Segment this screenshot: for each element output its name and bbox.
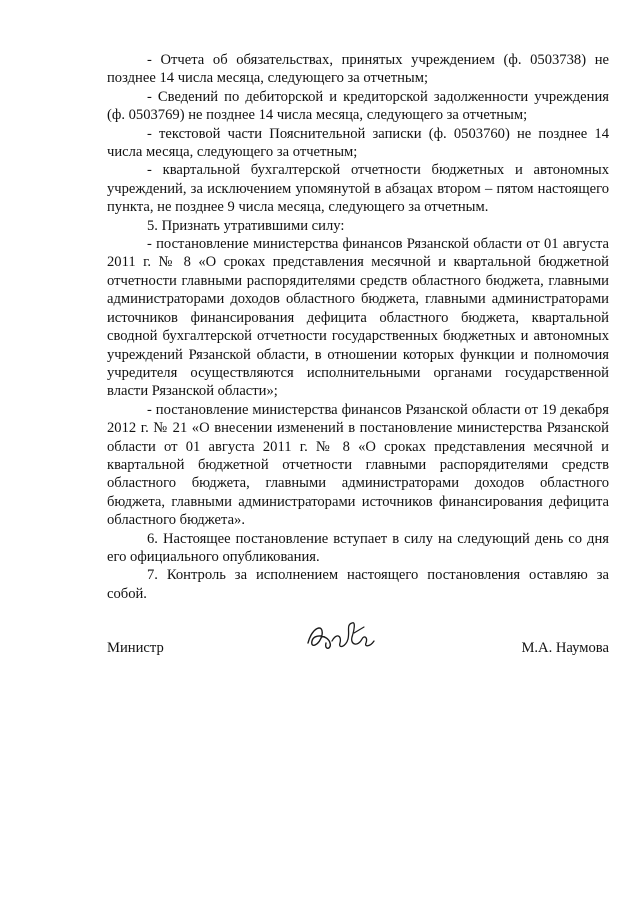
paragraph-explanatory-note: - текстовой части Пояснительной записки (ф. 0503760) не позднее 14 числа месяца, следующего за отчетным; xyxy=(107,125,609,161)
signatory-name: М.А. Наумова xyxy=(521,640,609,656)
paragraph-item-5-heading: 5. Признать утратившими силу: xyxy=(147,217,345,234)
paragraph-item-6-entry-into-force: 6. Настоящее постановление вступает в силу на следующий день со дня его официального опубликования. xyxy=(107,530,609,565)
handwritten-signature xyxy=(302,613,382,661)
document-body xyxy=(107,51,609,603)
paragraph-item-7-control: 7. Контроль за исполнением настоящего постановления оставляю за собой. xyxy=(107,567,609,602)
paragraph-repealed-resolution-2012: - постановление министерства финансов Рязанской области от 19 декабря 2012 г. № 21 «О внесении изменений в постановление министерства Рязанской области от 01 августа 2011 г. № 8 «О сроках представления месячной и квартальной бюджетной отчетности главными распорядителями средств областного бюджета, главными администраторами доходов областного бюджета, главными администраторами источников финансирования дефицита областного бюджета». xyxy=(107,401,609,529)
paragraph-report-obligations: - Отчета об обязательствах, принятых учреждением (ф. 0503738) не позднее 14 числа месяца, следующего за отчетным; xyxy=(107,52,609,87)
paragraph-receivables-payables: - Сведений по дебиторской и кредиторской задолженности учреждения (ф. 0503769) не позднее 14 числа месяца, следующего за отчетным; xyxy=(107,88,609,124)
paragraph-repealed-resolution-2011: - постановление министерства финансов Рязанской области от 01 августа 2011 г. № 8 «О сроках представления месячной и квартальной бюджетной отчетности главными распорядителями средств областного бюджета, главными администраторами доходов областного бюджета, главными администраторами источников финансирования дефицита областного бюджета, квартальной сводной бухгалтерской отчетности государственных бюджетных и автономных учреждений Рязанской области, в отношении которых функции и полномочия учредителя осуществляются исполнительными органами государственной власти Рязанской области»; xyxy=(107,236,609,400)
paragraph-quarterly-reporting: - квартальной бухгалтерской отчетности бюджетных и автономных учреждений, за исключением упомянутой в абзацах втором – пятом настоящего пункта, не позднее 9 числа месяца, следующего за отчетным. xyxy=(107,162,609,216)
signatory-position: Министр xyxy=(107,640,164,656)
